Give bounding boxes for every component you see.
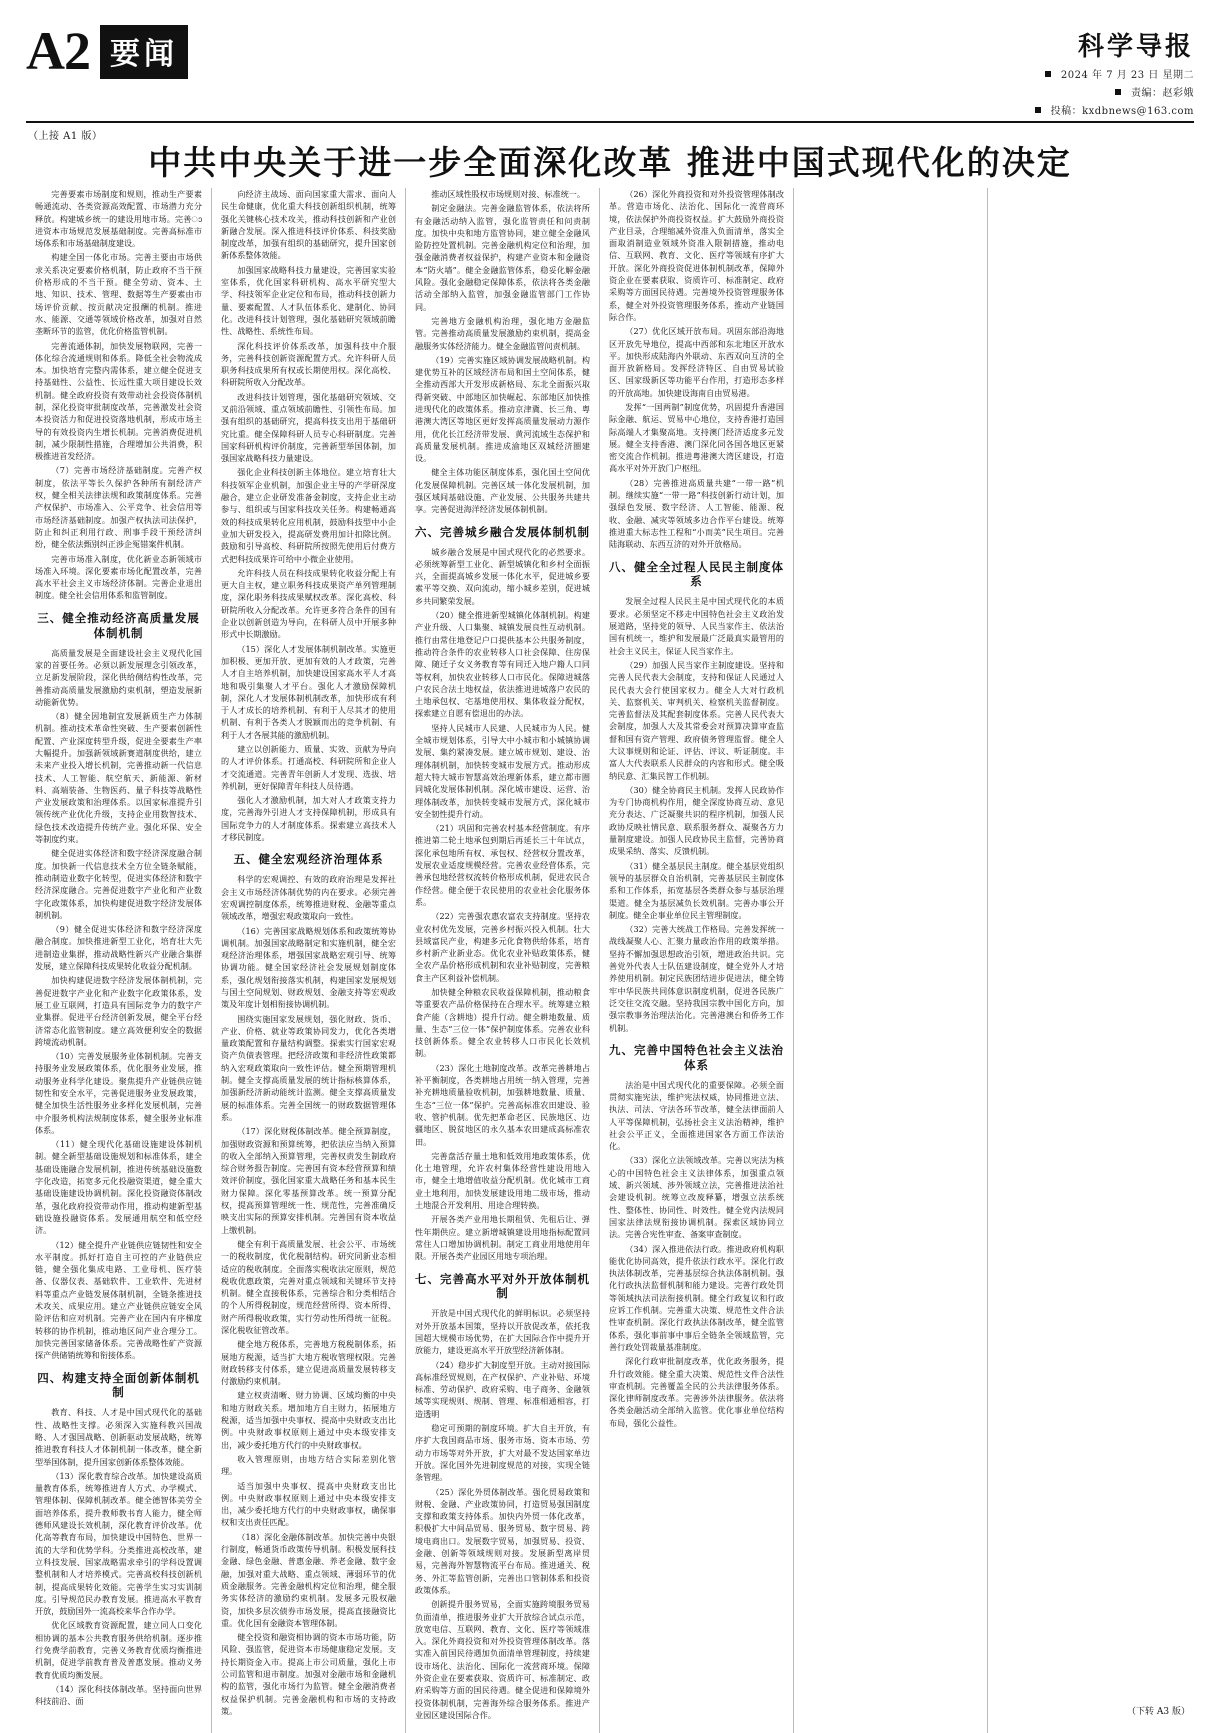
body-paragraph: 完善盘活存量土地和低效用地政策体系，优化土地管理，允许农村集体经营性建设用地入市，健全土地增值收益分配机制。优化城市工商业土地利用，加快发展建设用地二级市场，推动土地混合开发利用、用途合理转换。 [415, 1150, 590, 1211]
body-paragraph: 高质量发展是全面建设社会主义现代化国家的首要任务。必须以新发展理念引领改革，立足新发展阶段，深化供给侧结构性改革，完善推动高质量发展激励约束机制，塑造发展新动能新优势。 [35, 647, 202, 707]
body-paragraph: 深化科技评价体系改革，加强科技中介服务，完善科技创新资源配置方式。允许科研人员职务科技成果所有权或长期使用权。深化高校、科研院所收入分配改革。 [221, 340, 396, 388]
body-paragraph: 完善市场准入制度，优化新业态新领域市场准入环境。深化要素市场化配置改革，完善高水平社会主义市场经济体制。完善企业退出制度。健全社会信用体系和监管制度。 [35, 553, 202, 601]
continued-from-note: （上接 A1 版） [28, 131, 103, 142]
body-paragraph: （20）健全推进新型城镇化体制机制。构建产业升级、人口集聚、城镇发展良性互动机制。推行由常住地登记户口提供基本公共服务制度，推动符合条件的农业转移人口社会保障、住房保障、随迁子女义务教育等有同迁入地户籍人口同等权利，加快农业转移人口市民化。保障进城落户农民合法土地权益，依法推进进城落户农民的土地承包权、宅基地使用权、集体收益分配权，探索建立自愿有偿退出的办法。 [415, 610, 590, 719]
body-paragraph: （18）深化金融体制改革。加快完善中央银行制度，畅通货币政策传导机制。积极发展科技金融、绿色金融、普惠金融、养老金融、数字金融，加强对重大战略、重点领域、薄弱环节的优质金融服务。完善金融机构定位和治理，健全服务实体经济的激励约束机制。发展多元股权融资，加快多层次债券市场发展，提高直接融资比重。优化国有金融资本管理体制。 [221, 1531, 396, 1628]
body-paragraph: （17）深化财税体制改革。健全预算制度，加强财政资源和预算统筹，把依法应当纳入预算的收入全部纳入预算管理，完善权责发生制政府综合财务报告制度。完善国有资本经营预算和绩效评价制度，强化国家重大战略任务和基本民生财力保障。深化零基预算改革。统一预算分配权，提高预算管理统一性、规范性，完善准确反映支出实际的预算安排机制。完善国有资本收益上缴机制。 [221, 1126, 396, 1235]
body-paragraph: 完善地方金融机构治理，强化地方金融监管。完善推动高质量发展激励约束机制，提高金融服务实体经济能力。健全金融监管问责机制。 [415, 315, 590, 351]
headline-wrap [26, 144, 1194, 182]
body-paragraph: （27）优化区域开放布局。巩固东部沿海地区开放先导地位，提高中西部和东北地区开放水平。加快形成陆海内外联动、东西双向互济的全面开放新格局。发挥经济特区、自由贸易试验区、国家级新区等功能平台作用，打造形态多样的开放高地。加快建设海南自由贸易港。 [609, 326, 784, 398]
body-paragraph: （8）健全因地制宜发展新质生产力体制机制。推动技术革命性突破、生产要素创新性配置、产业深度转型升级，促进全要素生产率大幅提升。加强新领域新赛道制度供给，建立未来产业投入增长机制，完善推动新一代信息技术、人工智能、航空航天、新能源、新材料、高端装备、生物医药、量子科技等战略性产业发展政策和治理体系。以国家标准提升引领传统产业优化升级，支持企业用数智技术、绿色技术改造提升传统产业。强化环保、安全等制度约束。 [35, 711, 202, 845]
masthead-date: 2024 年 7 月 23 日 星期二 [1045, 66, 1194, 81]
body-paragraph: 深化行政审批制度改革，优化政务服务，提升行政效能。健全重大决策、规范性文件合法性审查机制。完善覆盖全民的公共法律服务体系。深化律师制度改革。完善涉外法律服务。依法将各类金融活动全部纳入监管。优化事业单位结构布局，强化公益性。 [609, 1356, 784, 1428]
body-paragraph: （7）完善市场经济基础制度。完善产权制度，依法平等长久保护各种所有制经济产权，健全相关法律法规和政策制度体系。完善产权保护、市场准入、公平竞争、社会信用等市场经济基础制度。加强产权执法司法保护，防止和纠正利用行政、刑事手段干预经济纠纷，健全依法甄别纠正涉企冤错案件机制。 [35, 465, 202, 550]
section-heading: 九、完善中国特色社会主义法治体系 [609, 1042, 784, 1072]
body-paragraph: 推动区域性股权市场规则对接、标准统一。 [431, 188, 585, 199]
masthead-right [1035, 24, 1194, 117]
body-paragraph: （32）完善大统战工作格局。完善发挥统一战线凝聚人心、汇聚力量政治作用的政策举措。坚持不懈加强思想政治引领，增进政治共识。完善党外代表人士队伍建设制度，健全党外人才培养使用机制。制定民族团结进步促进法，健全铸牢中华民族共同体意识制度机制，促进各民族广泛交往交流交融。坚持我国宗教中国化方向，加强宗教事务治理法治化。完善港澳台和侨务工作机制。 [609, 924, 784, 1033]
body-paragraph: 改进科技计划管理，强化基础研究领域、交叉前沿领域、重点领域前瞻性、引领性布局。加强有组织的基础研究，提高科技支出用于基础研究比重。健全保障科研人员专心科研制度。完善国家科研机构评价制度，完善新型举国体制，加强国家战略科技力量建设。 [221, 391, 396, 464]
column-6 [988, 188, 1182, 1733]
body-paragraph: （26）深化外商投资和对外投资管理体制改革。营造市场化、法治化、国际化一流营商环境，依法保护外商投资权益。扩大鼓励外商投资产业目录，合理缩减外资准入负面清单，落实全面取消制造业领域外资准入限制措施，推动电信、互联网、教育、文化、医疗等领域有序扩大开放。深化外商投资促进体制机制改革，保障外资企业在要素获取、资质许可、标准制定、政府采购等方面国民待遇。完善境外投资管理服务体系，健全对外投资管理服务体系，推动产业链国际合作。 [609, 188, 784, 322]
body-paragraph: 适当加强中央事权、提高中央财政支出比例。中央财政事权原则上通过中央本级安排支出，减少委托地方代行的中央财政事权，确保事权和支出责任匹配。 [221, 1480, 396, 1528]
body-paragraph: （19）完善实施区域协调发展战略机制。构建优势互补的区域经济布局和国土空间体系，健全推动西部大开发形成新格局、东北全面振兴取得新突破、中部地区加快崛起、东部地区加快推进现代化的政策体系。推动京津冀、长三角、粤港澳大湾区等地区更好发挥高质量发展动力源作用，优化长江经济带发展、黄河流域生态保护和高质量发展机制。推进成渝地区双城经济圈建设。 [415, 354, 590, 464]
bullet-square-icon [1045, 71, 1051, 77]
body-paragraph: （14）深化科技体制改革。坚持面向世界科技前沿、面 [35, 1683, 202, 1707]
body-paragraph: （21）巩固和完善农村基本经营制度。有序推进第二轮土地承包到期后再延长三十年试点，深化承包地所有权、承包权、经营权分置改革，发展农业适度规模经营。完善农业经营体系，完善承包地经营权流转价格形成机制，促进农民合作经营。健全便于农民使用的农业社会化服务体系。 [415, 823, 590, 907]
masthead-editor: 责编：赵彩娥 [1115, 84, 1194, 99]
body-paragraph: 加强国家战略科技力量建设，完善国家实验室体系，优化国家科研机构、高水平研究型大学、科技领军企业定位和布局，推动科技创新力量、要素配置、人才队伍体系化、建制化、协同化。改进科技计划管理，强化基础研究领域前瞻性、战略性、系统性布局。 [221, 264, 396, 337]
body-paragraph: 健全主体功能区制度体系，强化国土空间优化发展保障机制。完善区域一体化发展机制，加强区域间基础设施、产业发展、公共服务共建共享。完善促进海洋经济发展体制机制。 [415, 467, 590, 515]
masthead-left [26, 21, 188, 81]
body-paragraph: 开展各类产业用地长期租赁、先租后让、弹性年期供应。建立新增城镇建设用地指标配置同常住人口增加协调机制。制定工商业用地使用年限。开展各类产业园区用地专项治理。 [415, 1214, 590, 1262]
body-paragraph: 向经济主战场、面向国家重大需求、面向人民生命健康，优化重大科技创新组织机制，统筹强化关键核心技术攻关，推动科技创新和产业创新融合发展。深入推进科技评价体系、科技奖励制度改革，加强有组织的基础研究，提升国家创新体系整体效能。 [221, 188, 396, 261]
body-paragraph: 健全地方税体系，完善地方税税制体系，拓展地方税源，适当扩大地方税收管理权限。完善财政转移支付体系，建立促进高质量发展转移支付激励约束机制。 [221, 1339, 396, 1387]
column-3 [406, 188, 600, 1733]
section-badge: 要闻 [100, 25, 188, 79]
body-paragraph: （28）完善推进高质量共建“一带一路”机制。继续实施“一带一路”科技创新行动计划，加强绿色发展、数字经济、人工智能、能源、税收、金融、减灾等领域多边合作平台建设。统筹推进重大标志性工程和“小而美”民生项目。完善陆海联动、东西互济的对外开放格局。 [609, 477, 784, 550]
body-paragraph: 制定金融法。完善金融监管体系，依法将所有金融活动纳入监管，强化监管责任和问责制度。加快中央和地方监管协同，建立健全金融风险防控处置机制。完善金融机构定位和治理，加强金融消费者权益保护，构建产业资本和金融资本“防火墙”。健全金融监管体系，稳妥化解金融风险。强化金融稳定保障体系，依法将各类金融活动全部纳入监管，加强金融监管部门工作协同。 [415, 203, 590, 312]
article-headline: 中共中央关于进一步全面深化改革 推进中国式现代化的决定 [148, 143, 1072, 182]
page-number: A2 [26, 21, 90, 81]
body-paragraph: 健全有利于高质量发展、社会公平、市场统一的税收制度，优化税制结构。研究同新业态相适应的税收制度。全面落实税收法定原则，规范税收优惠政策，完善对重点领域和关键环节支持机制。健全直接税体系，完善综合和分类相结合的个人所得税制度，规范经营所得、资本所得、财产所得税收政策，实行劳动性所得统一征税。深化税收征管改革。 [221, 1238, 396, 1335]
body-paragraph: （9）健全促进实体经济和数字经济深度融合制度。加快推进新型工业化，培育壮大先进制造业集群，推动战略性新兴产业融合集群发展，建立保障科技成果转化收益分配机制。 [35, 924, 202, 972]
body-paragraph: （31）健全基层民主制度。健全基层党组织领导的基层群众自治机制，完善基层民主制度体系和工作体系，拓宽基层各类群众参与基层治理渠道。健全为基层减负长效机制。完善办事公开制度。健全企事业单位民主管理制度。 [609, 860, 784, 920]
body-paragraph: 完善要素市场制度和规则，推动生产要素畅通流动、各类资源高效配置、市场潜力充分释放。构建城乡统一的建设用地市场。完善ാ进资本市场规范发展基础制度。完善高标准市场体系和市场基础制度建设。 [35, 188, 202, 249]
body-paragraph: （22）完善强农惠农富农支持制度。坚持农业农村优先发展，完善乡村振兴投入机制。壮大县域富民产业，构建多元化食物供给体系，培育乡村新产业新业态。优化农业补贴政策体系，健全农产品价格形成机制和农业补贴制度，完善粮食主产区利益补偿机制。 [415, 911, 590, 983]
masthead [26, 21, 1194, 123]
body-paragraph: （34）深入推进依法行政。推进政府机构职能优化协同高效，提升依法行政水平。深化行政执法体制改革，完善基层综合执法体制机制。强化行政执法监督机制和能力建设。完善行政处罚等领域执法司法衔接机制。健全行政复议和行政应诉工作机制。完善重大决策、规范性文件合法性审查机制。深化行政执法体制改革，健全监管体系，强化事前事中事后全链条全领域监管，完善行政处罚裁量基准制度。 [609, 1243, 784, 1352]
column-1 [26, 188, 212, 1733]
body-paragraph: 发挥“一国两制”制度优势，巩固提升香港国际金融、航运、贸易中心地位，支持香港打造国际高端人才集聚高地。支持澳门经济适度多元发展。健全支持香港、澳门深化同各国各地区更紧密交流合作机制。推进粤港澳大湾区建设，打造高水平对外开放门户枢纽。 [609, 401, 784, 474]
body-paragraph: 允许科技人员在科技成果转化收益分配上有更大自主权，建立职务科技成果资产单列管理制度，深化职务科技成果赋权改革。深化高校、科研院所收入分配改革。允许更多符合条件的国有企业以创新创造为导向，在科研人员中开展多种形式中长期激励。 [221, 567, 396, 640]
section-heading: 三、健全推动经济高质量发展体制机制 [37, 610, 200, 640]
body-paragraph: （23）深化土地制度改革。改革完善耕地占补平衡制度，各类耕地占用统一纳入管理，完善补充耕地质量验收机制，加强耕地数量、质量、生态“三位一体”保护。完善高标准农田建设、验收、管护机制。优先把革命老区、民族地区、边疆地区、脱贫地区的永久基本农田建成高标准农田。 [415, 1062, 590, 1147]
column-5 [794, 188, 988, 1733]
body-paragraph: （13）深化教育综合改革。加快建设高质量教育体系，统筹推进育人方式、办学模式、管理体制、保障机制改革。健全德智体美劳全面培养体系，提升教师教书育人能力，健全师德师风建设长效机制，深化教育评价改革。优化高等教育布局，加快建设中国特色、世界一流的大学和优势学科。分类推进高校改革，建立科技发展、国家战略需求牵引的学科设置调整机制和人才培养模式。完善高校科技创新机制，提高成果转化效能。完善学生实习实训制度。引导规范民办教育发展。推进高水平教育开放，鼓励国外一流高校来华合作办学。 [35, 1470, 202, 1617]
body-paragraph: 稳定可预期的制度环境。扩大自主开放，有序扩大我国商品市场、服务市场、资本市场、劳动力市场等对外开放，扩大对最不发达国家单边开放。深化国外先进制度规范的对接，实现全链条管理。 [415, 1423, 590, 1483]
body-paragraph: 健全促进实体经济和数字经济深度融合制度。加快新一代信息技术全方位全链条赋能，推动制造业数字化转型，促进实体经济和数字经济深度融合。完善促进数字产业化和产业数字化政策体系，加快构建促进数字经济发展体制机制。 [35, 848, 202, 920]
body-paragraph: （16）完善国家战略规划体系和政策统筹协调机制。加强国家战略制定和实施机制，健全宏观经济治理体系，增强国家战略宏观引导、统筹协调功能。健全国家经济社会发展规划制度体系，强化规划衔接落实机制，构建国家发展规划与国土空间规划、财政规划、金融支持等宏观政策及年度计划相衔接协调机制。 [221, 925, 396, 1010]
bullet-square-icon [1115, 89, 1121, 95]
section-heading: 六、完善城乡融合发展体制机制 [415, 524, 590, 539]
body-paragraph: （11）健全现代化基础设施建设体制机制。健全新型基础设施规划和标准体系，建全基础设施融合发展机制，推进传统基础设施数字化改造，拓宽多元化投融资渠道，健全重大基础设施建设协调机制。深化投资融资体制改革，强化政府投资带动作用，推动构建新型基础设施投融资体系。发展通用航空和低空经济。 [35, 1139, 202, 1236]
continued-to-note: （下转 A3 版） [1127, 1707, 1190, 1717]
section-heading: 五、健全宏观经济治理体系 [233, 852, 384, 867]
body-paragraph: （12）健全提升产业链供应链韧性和安全水平制度。抓好打造自主可控的产业链供应链，健全强化集成电路、工业母机、医疗装备、仪器仪表、基础软件、工业软件、先进材料等重点产业链发展体制机制，全链条推进技术攻关、成果应用。建立产业链供应链安全风险评估和应对机制。完善产业在国内有序梯度转移的协作机制，推动地区间产业合理分工。加快完善国家储备体系。完善战略性矿产资源探产供储销统筹和衔接体系。 [35, 1239, 202, 1361]
body-paragraph: 教育、科技、人才是中国式现代化的基础性、战略性支撑。必须深入实施科教兴国战略、人才强国战略、创新驱动发展战略，统筹推进教育科技人才体制机制一体改革，健全新型举国体制，提升国家创新体系整体效能。 [35, 1407, 202, 1467]
body-paragraph: （29）加强人民当家作主制度建设。坚持和完善人民代表大会制度，支持和保证人民通过人民代表大会行使国家权力。健全人大对行政机关、监察机关、审判机关、检察机关监督制度。完善监督法及其配套制度体系。完善人民代表大会制度，加强人大及其常委会对预算决算审查监督和国有资产管理、政府债务管理监督。健全人大议事规则和论证、评估、评议、听证制度。丰富人大代表联系人民群众的内容和形式。健全吸纳民意、汇集民智工作机制。 [609, 659, 784, 781]
body-paragraph: 开放是中国式现代化的鲜明标识。必须坚持对外开放基本国策，坚持以开放促改革，依托我国超大规模市场优势，在扩大国际合作中提升开放能力，建设更高水平开放型经济新体制。 [415, 1308, 590, 1356]
body-paragraph: 创新提升服务贸易，全面实施跨境服务贸易负面清单，推进服务业扩大开放综合试点示范，放宽电信、互联网、教育、文化、医疗等领域准入。深化外商投资和对外投资管理体制改革。落实准入前国民待遇加负面清单管理制度，持续建设市场化、法治化、国际化一流营商环境。保障外资企业在要素获取、资质许可、标准制定、政府采购等方面的国民待遇。健全促进和保障境外投资体制机制，完善海外综合服务体系。推进产业园区建设国际合作。 [415, 1599, 590, 1720]
column-2 [212, 188, 406, 1733]
section-heading: 八、健全全过程人民民主制度体系 [609, 559, 784, 589]
body-paragraph: 强化企业科技创新主体地位。建立培育壮大科技领军企业机制，加强企业主导的产学研深度融合，建立企业研发准备金制度，支持企业主动参与、组织或与国家科技攻关任务。构建畅通高效的科技成果转化应用机制，鼓励科技型中小企业加大研发投入，提高研发费用加计扣除比例。鼓励和引导高校、科研院所按照先使用后付费方式把科技成果许可给中小微企业使用。 [221, 467, 396, 564]
masthead-submission: 投稿：kxdbnews@163.com [1035, 102, 1194, 117]
body-paragraph: 建立以创新能力、质量、实效、贡献为导向的人才评价体系。打通高校、科研院所和企业人才交流通道。完善青年创新人才发现、选拔、培养机制，更好保障青年科技人员待遇。 [221, 744, 396, 791]
body-paragraph: 健全投资和融资相协调的资本市场功能，防风险、强监管，促进资本市场健康稳定发展。支持长期资金入市。提高上市公司质量，强化上市公司监管和退市制度。加强对金融市场和金融机构的监管，强化市场行为监管。健全金融消费者权益保护机制。完善金融机构和市场的支持政策。 [221, 1632, 396, 1716]
body-paragraph: 建立权责清晰、财力协调、区域均衡的中央和地方财政关系。增加地方自主财力，拓展地方税源，适当加强中央事权、提高中央财政支出比例。中央财政事权原则上通过中央本级安排支出，减少委托地方代行的中央财政事权。 [221, 1390, 396, 1450]
body-paragraph: （24）稳步扩大制度型开放。主动对接国际高标准经贸规则，在产权保护、产业补贴、环境标准、劳动保护、政府采购、电子商务、金融领域等实现规则、规制、管理、标准相通相容，打造透明 [415, 1359, 590, 1419]
body-paragraph: （30）健全协商民主机制。发挥人民政协作为专门协商机构作用，健全深度协商互动、意见充分表达、广泛凝聚共识的程序机制，加强人民政协反映社情民意、联系服务群众、凝聚各方力量制度建设。加强人民政协民主监督，完善协商成果采纳、落实、反馈机制。 [609, 784, 784, 857]
body-paragraph: 围绕实施国家发展规划，强化财政、货币、产业、价格、就业等政策协同发力，优化各类增量政策配置和存量结构调整。探索实行国家宏观资产负债表管理。把经济政策和非经济性政策都纳入宏观政策取向一致性评估。健全预期管理机制。健全支撑高质量发展的统计指标核算体系，加强新经济新动能统计监测。健全支撑高质量发展的标准体系。完善全国统一的财政数据管理体系。 [221, 1013, 396, 1122]
column-4 [600, 188, 794, 1733]
body-paragraph: 发展全过程人民民主是中国式现代化的本质要求。必须坚定不移走中国特色社会主义政治发展道路，坚持党的领导、人民当家作主、依法治国有机统一，维护和发展最广泛最真实最管用的社会主义民主，保证人民当家作主。 [609, 596, 784, 656]
body-paragraph: （10）完善发展服务业体制机制。完善支持服务业发展政策体系，优化服务业发展，推动服务业科学化建设。聚焦提升产业链供应链韧性和安全水平，完善促进服务业发展政策，健全加快生活性服务业多样化发展机制，完善中介服务机构法规制度体系，健全服务业标准体系。 [35, 1051, 202, 1135]
body-paragraph: 坚持人民城市人民建、人民城市为人民。健全城市规划体系，引导大中小城市和小城镇协调发展、集约紧凑发展。建立城市规划、建设、治理体制机制，加快转变城市发展方式。推动形成超大特大城市智慧高效治理新体系，建立都市圈同城化发展体制机制。深化城市建设、运营、治理体制改革，加快转变城市发展方式，深化城市安全韧性提升行动。 [415, 722, 590, 819]
body-paragraph: 加快健全种粮农民收益保障机制，推动粮食等重要农产品价格保持在合理水平。统筹建立粮食产能（含耕地）提升行动。健全耕地数量、质量、生态“三位一体”保护制度体系。完善农业科技创新体系。健全农业转移人口市民化长效机制。 [415, 986, 590, 1059]
paper-title: 科学导报 [1077, 32, 1194, 62]
body-paragraph: （15）深化人才发展体制机制改革。实施更加积极、更加开放、更加有效的人才政策，完善人才自主培养机制，加快建设国家高水平人才高地和吸引集聚人才平台。强化人才激励保障机制，深化人才发展体制机制改革，加快形成有利于人才成长的培养机制、有利于人尽其才的使用机制、有利于各类人才脱颖而出的竞争机制、有利于人才各展其能的激励机制。 [221, 643, 396, 740]
body-paragraph: 优化区域教育资源配置，建立同人口变化相协调的基本公共教育服务供给机制。逐步推行免费学前教育，完善义务教育优质均衡推进机制，促进学前教育普及普惠发展。推动义务教育优质均衡发展。 [35, 1620, 202, 1680]
body-paragraph: （25）深化外贸体制改革。强化贸易政策和财税、金融、产业政策协同，打造贸易强国制度支撑和政策支持体系。加快内外贸一体化改革，积极扩大中间品贸易、服务贸易、数字贸易、跨境电商出口。发展数字贸易，加强贸易、投资、金融、创新等领域规则对接。发展新型离岸贸易，完善海外智慧物流平台布局。推进通关、税务、外汇等监管创新，完善出口管制体系和投资政策体系。 [415, 1486, 590, 1595]
section-heading: 四、构建支持全面创新体制机制 [37, 1370, 200, 1400]
article-columns [26, 188, 1194, 1733]
body-paragraph: 收入管理原则，由地方结合实际差别化管理。 [221, 1453, 396, 1477]
section-heading: 七、完善高水平对外开放体制机制 [415, 1271, 590, 1301]
body-paragraph: 科学的宏观调控、有效的政府治理是发挥社会主义市场经济体制优势的内在要求。必须完善宏观调控制度体系，统筹推进财税、金融等重点领域改革，增强宏观政策取向一致性。 [221, 874, 396, 922]
body-paragraph: （33）深化立法领域改革。完善以宪法为核心的中国特色社会主义法律体系，加强重点领域、新兴领域、涉外领域立法，完善推进法治社会建设机制。统筹立改废释纂，增强立法系统性、整体性、协同性、时效性。健全党内法规同国家法律法规衔接协调机制。探索区域协同立法。完善合宪性审查、备案审查制度。 [609, 1155, 784, 1240]
body-paragraph: 完善流通体制，加快发展物联网，完善一体化综合流通规则和体系。降低全社会物流成本。加快培育完整内需体系，建立健全促进支持基础性、公益性、长远性重大项目建设长效机制。健全政府投资有效带动社会投资体制机制，深化投资审批制度改革，完善激发社会资本投资活力和促进投资落地机制，形成市场主导的有效投资内生增长机制。完善消费促进机制，减少限制性措施，合理增加公共消费，积极推进首发经济。 [35, 340, 202, 462]
body-paragraph: 加快构建促进数字经济发展体制机制，完善促进数字产业化和产业数字化政策体系，发展工业互联网，打造具有国际竞争力的数字产业集群。促进平台经济创新发展，健全平台经济常态化监管制度。建立高效便利安全的数据跨境流动机制。 [35, 975, 202, 1047]
body-paragraph: 强化人才激励机制，加大对人才政策支持力度，完善海外引进人才支持保障机制，形成具有国际竞争力的人才制度体系。探索建立高技术人才移民制度。 [221, 795, 396, 843]
body-paragraph: 城乡融合发展是中国式现代化的必然要求。必须统筹新型工业化、新型城镇化和乡村全面振兴，全面提高城乡发展一体化水平，促进城乡要素平等交换、双向流动，缩小城乡差别，促进城乡共同繁荣发展。 [415, 546, 590, 606]
body-paragraph: 构建全国一体化市场。完善主要由市场供求关系决定要素价格机制，防止政府不当干预价格形成的不当干预。健全劳动、资本、土地、知识、技术、管理、数据等生产要素由市场评价贡献、按贡献决定报酬的机制。推进水、能源、交通等领域价格改革，加强对自然垄断环节的监管，优化价格监管机制。 [35, 252, 202, 337]
body-paragraph: 法治是中国式现代化的重要保障。必须全面贯彻实施宪法，维护宪法权威，协同推进立法、执法、司法、守法各环节改革，健全法律面前人人平等保障机制，弘扬社会主义法治精神，维护社会公平正义，全面推进国家各方面工作法治化。 [609, 1079, 784, 1152]
bullet-square-icon [1035, 107, 1041, 113]
